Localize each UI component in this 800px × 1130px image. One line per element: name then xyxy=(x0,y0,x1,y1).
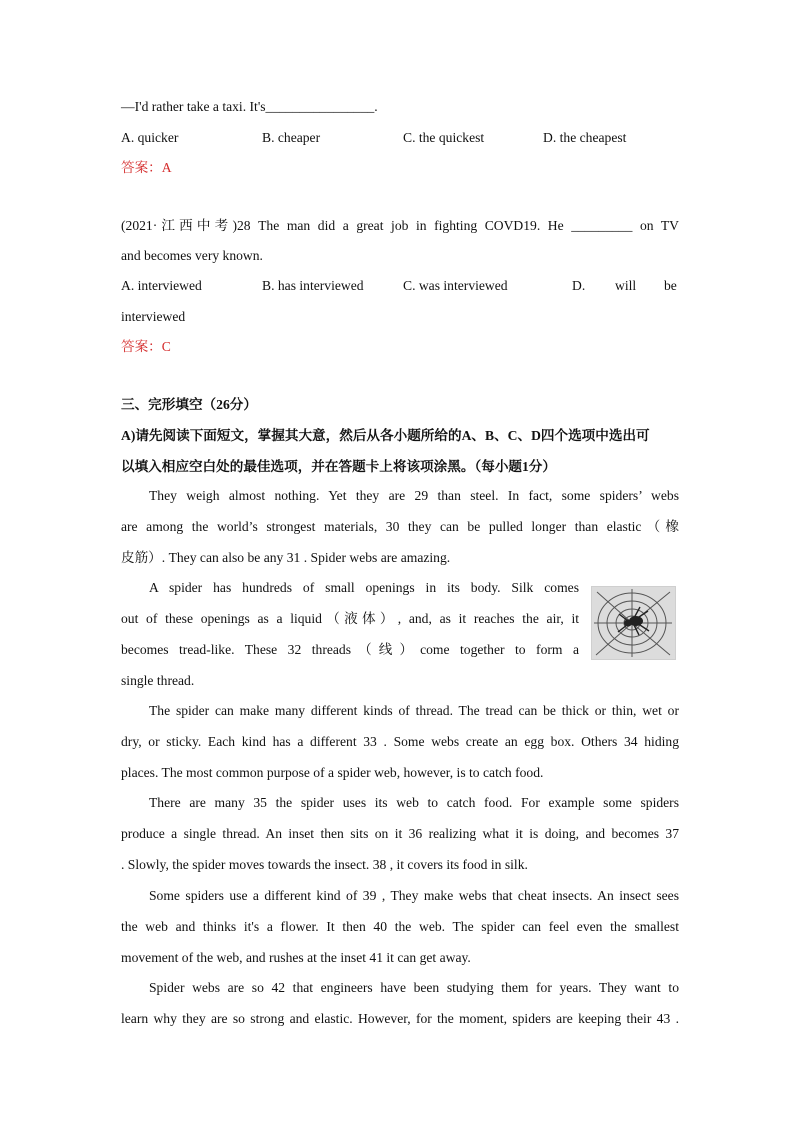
passage-line: the web and thinks it's a flower. It then 40 the web. The spider can feel even the smallest xyxy=(121,919,679,934)
passage-line: Some spiders use a different kind of 39 , They make webs that cheat insects. An insect sees xyxy=(149,888,679,903)
option-d-cont: interviewed xyxy=(121,309,186,324)
section-instructions-cont: 以填入相应空白处的最佳选项，并在答题卡上将该项涂黑。（每小题1分） xyxy=(121,459,556,474)
passage-line: becomes tread-like. These 32 threads（线）come together to form a xyxy=(121,642,579,657)
passage-line: learn why they are so strong and elastic. However, for the moment, spiders are keeping their 43 . xyxy=(121,1011,679,1026)
passage-line: produce a single thread. An inset then sits on it 36 realizing what it is doing, and becomes 37 xyxy=(121,826,679,841)
passage-line: dry, or sticky. Each kind has a different 33 . Some webs create an egg box. Others 34 hiding xyxy=(121,734,679,749)
question-28-stem-cont: and becomes very known. xyxy=(121,248,263,263)
passage-line: Spider webs are so 42 that engineers have been studying them for years. They want to xyxy=(149,980,679,995)
passage-line: are among the world’s strongest materials, 30 they can be pulled longer than elastic（橡 xyxy=(121,519,679,534)
option-d-word-1: will xyxy=(615,278,637,293)
passage-line: places. The most common purpose of a spider web, however, is to catch food. xyxy=(121,765,544,780)
option-a: A. interviewed xyxy=(121,278,202,293)
answer: 答案：A xyxy=(121,160,172,175)
question-28-stem: (2021·江西中考)28 The man did a great job in fighting COVD19. He _________ on TV xyxy=(121,218,679,233)
spider-web-image xyxy=(591,586,676,660)
option-b: B. cheaper xyxy=(262,130,321,145)
passage-line: single thread. xyxy=(121,673,195,688)
passage-line: They weigh almost nothing. Yet they are 29 than steel. In fact, some spiders’ webs xyxy=(149,488,679,503)
passage-line: 皮筋）. They can also be any 31 . Spider webs are amazing. xyxy=(121,550,451,565)
option-c: C. was interviewed xyxy=(403,278,508,293)
option-d: D. xyxy=(572,278,586,293)
passage-line: A spider has hundreds of small openings in its body. Silk comes xyxy=(149,580,579,595)
option-d-word-2: be xyxy=(664,278,677,293)
passage-line: . Slowly, the spider moves towards the insect. 38 , it covers its food in silk. xyxy=(121,857,528,872)
passage-line: out of these openings as a liquid（液体）, and, as it reaches the air, it xyxy=(121,611,579,626)
answer: 答案：C xyxy=(121,339,171,354)
question-stem: —I'd rather take a taxi. It's________________. xyxy=(121,99,378,114)
option-d: D. the cheapest xyxy=(543,130,627,145)
option-a: A. quicker xyxy=(121,130,179,145)
passage-line: There are many 35 the spider uses its web to catch food. For example some spiders xyxy=(149,795,679,810)
passage-line: The spider can make many different kinds of thread. The tread can be thick or thin, wet or xyxy=(149,703,679,718)
option-b: B. has interviewed xyxy=(262,278,364,293)
passage-line: movement of the web, and rushes at the inset 41 it can get away. xyxy=(121,950,471,965)
section-title: 三、完形填空（26分） xyxy=(121,397,257,412)
section-instructions: A)请先阅读下面短文，掌握其大意，然后从各小题所给的A、B、C、D四个选项中选出可 xyxy=(121,428,650,443)
option-c: C. the quickest xyxy=(403,130,485,145)
